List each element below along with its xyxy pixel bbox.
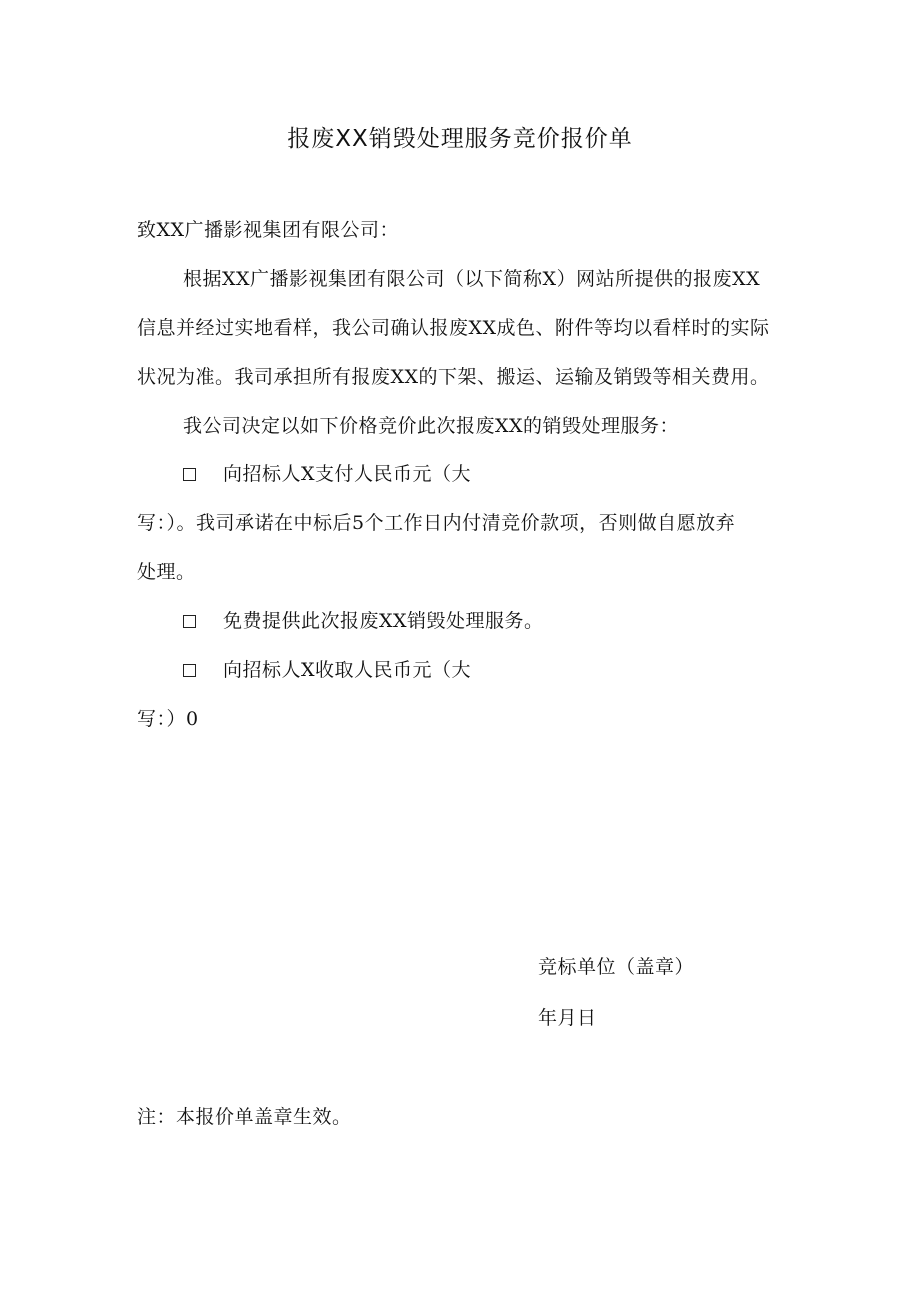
paragraph-2: 我公司决定以如下价格竞价此次报废XX的销毁处理服务： bbox=[183, 415, 680, 437]
option-pay-line-1: 向招标人X支付人民币元（大 bbox=[223, 463, 472, 485]
paragraph-1-line-1: 根据XX广播影视集团有限公司（以下简称X）网站所提供的报废XX bbox=[183, 268, 761, 290]
footnote: 注：本报价单盖章生效。 bbox=[137, 1106, 352, 1128]
option-free-first-line bbox=[183, 609, 544, 633]
option-charge-line-1: 向招标人X收取人民币元（大 bbox=[223, 659, 472, 681]
signature-unit-label: 竞标单位（盖章） bbox=[538, 956, 695, 978]
option-pay-first-line bbox=[183, 462, 471, 486]
option-free-line-1: 免费提供此次报废XX销毁处理服务。 bbox=[223, 610, 544, 632]
option-pay-line-2: 写：）。我司承诺在中标后5个工作日内付清竞价款项，否则做自愿放弃 bbox=[137, 512, 736, 534]
option-charge-first-line bbox=[183, 658, 471, 682]
paragraph-1-line-3: 状况为准。我司承担所有报废XX的下架、搬运、运输及销毁等相关费用。 bbox=[137, 366, 770, 388]
signature-date-label: 年月日 bbox=[538, 1007, 597, 1029]
option-pay-checkbox[interactable] bbox=[183, 468, 196, 481]
option-charge-line-2: 写：）0 bbox=[137, 708, 199, 730]
salutation: 致XX广播影视集团有限公司： bbox=[137, 219, 400, 241]
option-free-checkbox[interactable] bbox=[183, 615, 196, 628]
option-pay-line-3: 处理。 bbox=[137, 561, 196, 583]
paragraph-1-line-2: 信息并经过实地看样，我公司确认报废XX成色、附件等均以看样时的实际 bbox=[137, 317, 770, 339]
document-title: 报废XX销毁处理服务竞价报价单 bbox=[287, 126, 633, 152]
option-charge-checkbox[interactable] bbox=[183, 664, 196, 677]
